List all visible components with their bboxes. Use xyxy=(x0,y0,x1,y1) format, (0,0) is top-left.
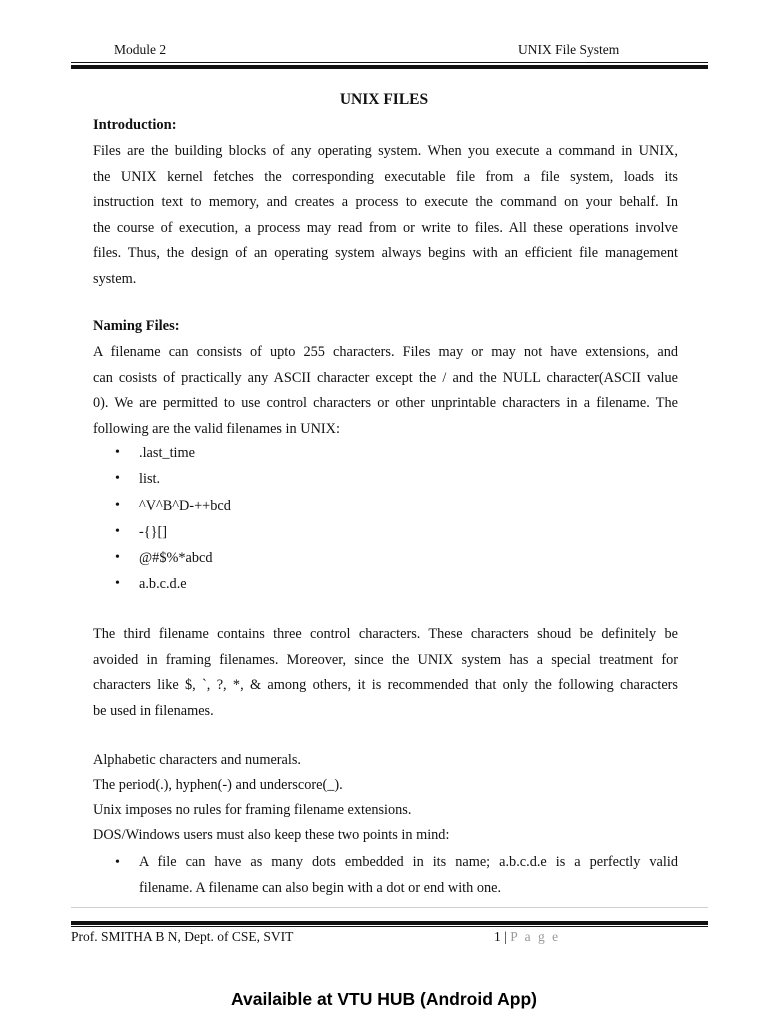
footer-rule-thin xyxy=(71,926,708,927)
footer-rule-thick xyxy=(71,921,708,925)
intro-line: instruction text to memory, and creates a process to execute the command on your behalf. In xyxy=(93,194,678,210)
bullet-icon: • xyxy=(115,550,120,565)
bullet-icon: • xyxy=(115,524,120,539)
naming-line: following are the valid filenames in UNIX: xyxy=(93,420,340,437)
intro-line: the UNIX kernel fetches the corresponding executable file from a file system, loads its xyxy=(93,168,678,185)
page-number: 1 xyxy=(494,929,501,944)
intro-line: system. xyxy=(93,270,137,287)
third-line: characters like $, `, ?, *, & among others, it is recommended that only the following characters xyxy=(93,677,678,693)
intro-heading: Introduction: xyxy=(93,117,177,133)
third-line: be used in filenames. xyxy=(93,702,214,719)
dos-bullet-line: A file can have as many dots embedded in its name; a.b.c.d.e is a perfectly valid xyxy=(139,854,678,870)
list-item: -{}[] xyxy=(139,524,168,540)
page-title: UNIX FILES xyxy=(339,91,429,108)
bullet-icon: • xyxy=(115,498,120,513)
third-paragraph xyxy=(93,622,678,724)
naming-heading: Naming Files: xyxy=(93,318,180,334)
footer-author: Prof. SMITHA B N, Dept. of CSE, SVIT xyxy=(71,929,294,944)
bullet-icon: • xyxy=(115,471,120,486)
header-subject: UNIX File System xyxy=(518,42,620,57)
third-line: The third filename contains three control characters. These characters shoud be definitely be xyxy=(93,626,678,642)
list-item: @#$%*abcd xyxy=(139,550,213,566)
list-item: a.b.c.d.e xyxy=(139,576,187,592)
bullet-icon: • xyxy=(115,855,120,870)
dos-bullet-line: filename. A filename can also begin with a dot or end with one. xyxy=(139,879,502,896)
naming-line: 0). We are permitted to use control characters or other unprintable characters in a filename. The xyxy=(93,395,678,411)
naming-paragraph xyxy=(93,340,678,442)
dos-bullet-paragraph xyxy=(139,850,678,901)
footer-page xyxy=(494,929,560,945)
app-banner: Availaible at VTU HUB (Android App) xyxy=(231,989,537,1009)
list-item: .last_time xyxy=(139,445,195,461)
rule-line: The period(.), hyphen(-) and underscore(_). xyxy=(93,777,343,793)
intro-line: Files are the building blocks of any operating system. When you execute a command in UNIX, xyxy=(93,143,678,159)
header-module: Module 2 xyxy=(114,42,167,57)
list-item: ^V^B^D-++bcd xyxy=(139,498,231,514)
rule-line: Alphabetic characters and numerals. xyxy=(93,752,302,768)
footer-rule-faint xyxy=(71,907,708,908)
header-rule-thin xyxy=(71,62,708,63)
intro-line: files. Thus, the design of an operating system always begins with an efficient file management xyxy=(93,245,678,261)
third-line: avoided in framing filenames. Moreover, since the UNIX system has a special treatment for xyxy=(93,651,678,668)
rule-line: Unix imposes no rules for framing filename extensions. xyxy=(93,802,412,818)
page-label: P a g e xyxy=(510,929,561,944)
header-rule-thick xyxy=(71,65,708,69)
list-item: list. xyxy=(139,471,161,487)
intro-paragraph xyxy=(93,139,678,292)
rule-line: DOS/Windows users must also keep these two points in mind: xyxy=(93,827,450,843)
naming-line: A filename can consists of upto 255 characters. Files may or may not have extensions, and xyxy=(93,344,678,360)
bullet-icon: • xyxy=(115,576,120,591)
page-separator: | xyxy=(504,929,507,944)
bullet-icon: • xyxy=(115,445,120,460)
naming-line: can cosists of practically any ASCII character except the / and the NULL character(ASCII value xyxy=(93,369,678,386)
intro-line: the course of execution, a process may read from or write to files. All these operations involve xyxy=(93,219,678,236)
